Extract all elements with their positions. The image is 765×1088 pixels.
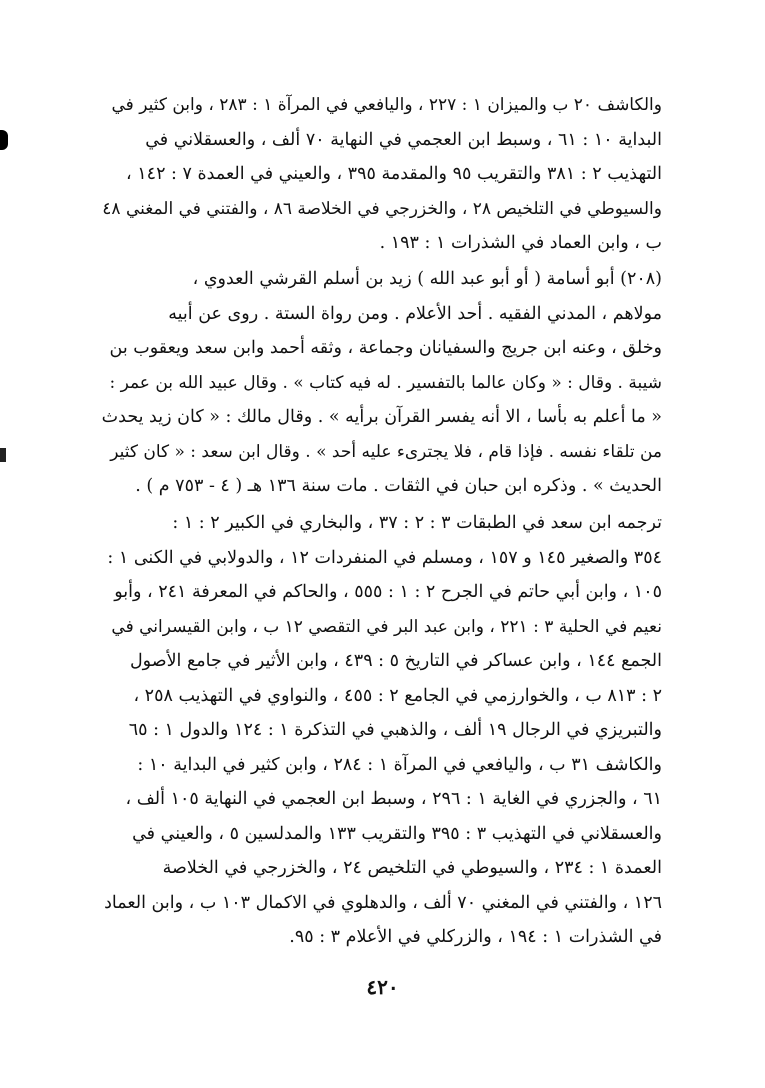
text-line: والكاشف ٣١ ب ، واليافعي في المرآة ١ : ٢٨٤ ، وابن كثير في البداية ١٠ : <box>137 754 662 775</box>
biography-entry-208 <box>102 262 662 504</box>
text-line: الحديث » . وذكره ابن حبان في الثقات . مات سنة ١٣٦ هـ ( ٤ - ٧٥٣ م ) . <box>135 476 662 496</box>
text-line: « ما أعلم به بأسا ، الا أنه يفسر القرآن برأيه » . وقال مالك : « كان زيد يحدث <box>102 407 662 427</box>
text-line: في الشذرات ١ : ١٩٤ ، والزركلي في الأعلام ٣ : ٩٥. <box>289 927 662 947</box>
page-number: ٤٢٠ <box>366 975 399 999</box>
margin-tick <box>0 448 6 462</box>
text-line: والكاشف ٢٠ ب والميزان ١ : ٢٢٧ ، واليافعي في المرآة ١ : ٢٨٣ ، وابن كثير في <box>111 95 662 115</box>
references-paragraph <box>102 506 662 955</box>
text-line: العمدة ١ : ٢٣٤ ، والسيوطي في التلخيص ٢٤ ، والخزرجي في الخلاصة <box>162 858 662 878</box>
text-line: والعسقلاني في التهذيب ٣ : ٣٩٥ والتقريب ١٣٣ والمدلسين ٥ ، والعيني في <box>132 823 662 844</box>
text-line: ١٢٦ ، والفتني في المغني ٧٠ ألف ، والدهلوي في الاكمال ١٠٣ ب ، وابن العماد <box>104 892 662 913</box>
text-line: الجمع ١٤٤ ، وابن عساكر في التاريخ ٥ : ٤٣٩ ، وابن الأثير في جامع الأصول <box>129 651 662 671</box>
text-line: شيبة . وقال : « وكان عالما بالتفسير . له فيه كتاب » . وقال عبيد الله بن عمر : <box>109 372 662 393</box>
text-line: ٣٥٤ والصغير ١٤٥ و ١٥٧ ، ومسلم في المنفردات ١٢ ، والدولابي في الكنى ١ : <box>107 547 662 568</box>
text-line: ٦١ ، والجزري في الغاية ١ : ٢٩٦ ، وسبط ابن العجمي في النهاية ١٠٥ ألف ، <box>125 789 662 809</box>
text-line: ٢ : ٨١٣ ب ، والخوارزمي في الجامع ٢ : ٤٥٥ ، والنواوي في التهذيب ٢٥٨ ، <box>133 685 662 706</box>
text-line: من تلقاء نفسه . فإذا قام ، فلا يجترىء عليه أحد » . وقال ابن سعد : « كان كثير <box>110 441 662 462</box>
text-line: وخلق ، وعنه ابن جريج والسفيانان وجماعة ، وثقه أحمد وابن سعد ويعقوب بن <box>109 338 662 358</box>
binding-mark <box>0 130 8 150</box>
text-line: نعيم في الحلية ٣ : ٢٢١ ، وابن عبد البر في التقصي ١٢ ب ، وابن القيسراني في <box>111 616 662 637</box>
text-line: ترجمه ابن سعد في الطبقات ٣ : ٢ : ٣٧ ، والبخاري في الكبير ٢ : ١ : <box>172 513 662 533</box>
text-line: (٢٠٨) أبو أسامة ( أو أبو عبد الله ) زيد بن أسلم القرشي العدوي ، <box>192 269 662 289</box>
text-line: التهذيب ٢ : ٣٨١ والتقريب ٩٥ والمقدمة ٣٩٥ ، والعيني في العمدة ٧ : ١٤٢ ، <box>126 164 662 184</box>
text-line: ب ، وابن العماد في الشذرات ١ : ١٩٣ . <box>379 233 662 253</box>
text-line: والتبريزي في الرجال ١٩ ألف ، والذهبي في التذكرة ١ : ١٢٤ والدول ١ : ٦٥ <box>128 720 662 740</box>
text-line: البداية ١٠ : ٦١ ، وسبط ابن العجمي في النهاية ٧٠ ألف ، والعسقلاني في <box>145 129 662 150</box>
text-line: ١٠٥ ، وابن أبي حاتم في الجرح ٢ : ١ : ٥٥٥ ، والحاكم في المعرفة ٢٤١ ، وأبو <box>114 582 662 602</box>
text-line: والسيوطي في التلخيص ٢٨ ، والخزرجي في الخلاصة ٨٦ ، والفتني في المغني ٤٨ <box>102 198 662 219</box>
footnote-paragraph-1 <box>102 88 662 261</box>
text-line: مولاهم ، المدني الفقيه . أحد الأعلام . ومن رواة الستة . روى عن أبيه <box>168 303 662 324</box>
